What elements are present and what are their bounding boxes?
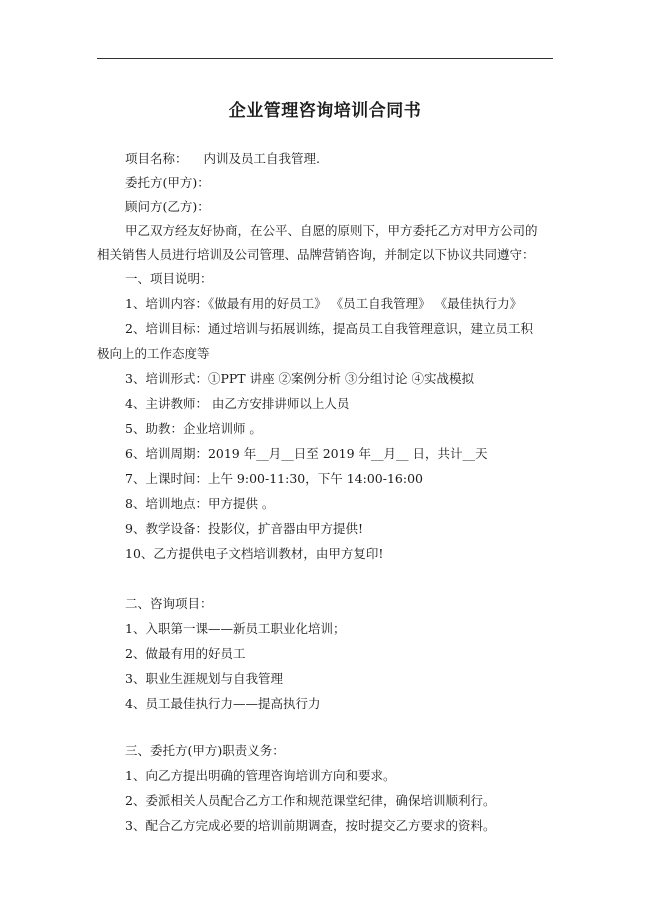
section3-item: 1、向乙方提出明确的管理咨询培训方向和要求。 [125,768,396,783]
section1-item: 4、主讲教师： 由乙方安排讲师以上人员 [125,396,350,411]
project-name-line [125,151,320,167]
section1-item: 5、助教：企业培训师 。 [125,421,262,436]
section3-item: 2、委派相关人员配合乙方工作和规范课堂纪律，确保培训顺利行。 [125,793,496,808]
section1-item: 6、培训周期：2019 年__月__日至 2019 年__月__ 日，共计__天 [125,446,488,461]
intro-line-2: 相关销售人员进行培训及公司管理、品牌营销咨询，并制定以下协议共同遵守： [97,247,535,262]
section1-item-continuation: 极向上的工作态度等 [97,346,210,361]
top-rule [97,58,553,59]
section2-item: 2、做最有用的好员工 [125,646,246,661]
section1-heading: 一、项目说明： [125,271,213,286]
project-name-value: 内训及员工自我管理. [203,151,320,166]
section2-heading: 二、咨询项目： [125,596,213,611]
section1-item: 7、上课时间：上午 9:00-11:30，下午 14:00-16:00 [125,471,423,486]
section2-item: 3、职业生涯规划与自我管理 [125,671,283,686]
document-title: 企业管理咨询培训合同书 [228,101,422,121]
project-name-label: 项目名称： [125,151,188,166]
section1-item: 2、培训目标：通过培训与拓展训练，提高员工自我管理意识，建立员工积 [125,321,533,336]
party-a-line: 委托方(甲方)： [125,175,210,190]
section2-item: 4、员工最佳执行力——提高执行力 [125,696,321,711]
section1-item: 9、教学设备：投影仪，扩音器由甲方提供! [125,521,363,536]
section1-item: 8、培训地点：甲方提供 。 [125,496,275,511]
section2-item: 1、入职第一课——新员工职业化培训； [125,621,346,636]
section3-item: 3、配合乙方完成必要的培训前期调查，按时提交乙方要求的资料。 [125,818,496,833]
section3-heading: 三、委托方(甲方)职责义务： [125,743,285,758]
party-b-line: 顾问方(乙方)： [125,199,210,214]
intro-line-1: 甲乙双方经友好协商，在公平、自愿的原则下，甲方委托乙方对甲方公司的 [125,223,538,238]
section1-item: 3、培训形式：①PPT 讲座 ②案例分析 ③分组讨论 ④实战模拟 [125,371,475,386]
section1-item: 10、乙方提供电子文档培训教材，由甲方复印! [125,546,384,561]
section1-item: 1、培训内容：《做最有用的好员工》 《员工自我管理》 《最佳执行力》 [125,296,523,311]
